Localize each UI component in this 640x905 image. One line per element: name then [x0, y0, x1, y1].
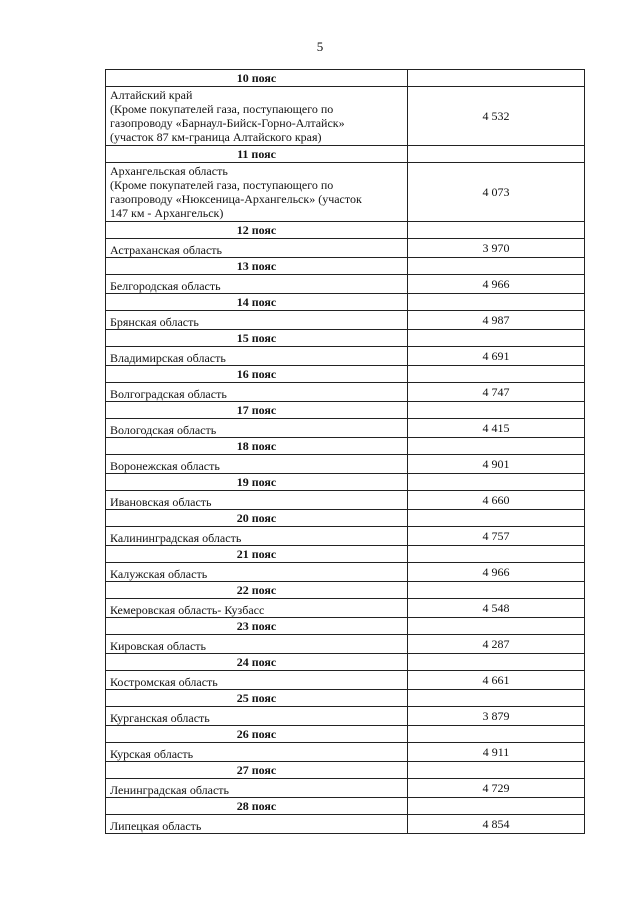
price-value-cell: 4 729: [408, 779, 585, 798]
region-name-cell: [106, 163, 408, 222]
table-row: [106, 275, 585, 294]
zone-title: 28 пояс: [106, 798, 408, 815]
price-value-cell: 3 879: [408, 707, 585, 726]
price-value-cell: 4 747: [408, 383, 585, 402]
table-row: [106, 707, 585, 726]
zone-title: 17 пояс: [106, 402, 408, 419]
price-value-cell: 4 532: [408, 87, 585, 146]
price-value-cell: 4 987: [408, 311, 585, 330]
region-name-line: Курская область: [110, 747, 194, 761]
table-row: [106, 455, 585, 474]
zone-header-row: [106, 70, 585, 87]
region-name-line: (участок 87 км-граница Алтайского края): [110, 130, 322, 144]
region-name-line: Брянская область: [110, 315, 199, 329]
zone-header-row: [106, 294, 585, 311]
zone-header-empty-cell: [408, 474, 585, 491]
price-zones-table-body: [106, 70, 585, 834]
region-name-line: Волгоградская область: [110, 387, 227, 401]
region-name-cell: [106, 311, 408, 330]
region-name-cell: [106, 87, 408, 146]
region-name-cell: [106, 599, 408, 618]
zone-header-row: [106, 330, 585, 347]
price-value-cell: 4 660: [408, 491, 585, 510]
zone-title: 13 пояс: [106, 258, 408, 275]
zone-header-empty-cell: [408, 726, 585, 743]
price-value-cell: 3 970: [408, 239, 585, 258]
zone-header-row: [106, 582, 585, 599]
price-value-cell: 4 073: [408, 163, 585, 222]
zone-title: 25 пояс: [106, 690, 408, 707]
zone-title: 11 пояс: [106, 146, 408, 163]
region-name-cell: [106, 383, 408, 402]
zone-title: 15 пояс: [106, 330, 408, 347]
zone-header-row: [106, 258, 585, 275]
region-name-cell: [106, 527, 408, 546]
zone-header-row: [106, 618, 585, 635]
table-row: [106, 599, 585, 618]
zone-header-row: [106, 146, 585, 163]
price-value-cell: 4 661: [408, 671, 585, 690]
page-number: 5: [316, 39, 324, 54]
zone-header-empty-cell: [408, 510, 585, 527]
zone-title: 22 пояс: [106, 582, 408, 599]
zone-header-empty-cell: [408, 654, 585, 671]
table-row: [106, 671, 585, 690]
zone-header-empty-cell: [408, 294, 585, 311]
zone-header-empty-cell: [408, 690, 585, 707]
region-name-line: Кировская область: [110, 639, 207, 653]
price-value-cell: 4 691: [408, 347, 585, 366]
region-name-cell: [106, 275, 408, 294]
zone-header-empty-cell: [408, 258, 585, 275]
zone-header-empty-cell: [408, 798, 585, 815]
table-row: [106, 491, 585, 510]
table-row: [106, 815, 585, 834]
region-name-line: Алтайский край: [110, 88, 193, 102]
zone-header-empty-cell: [408, 402, 585, 419]
price-value-cell: 4 966: [408, 275, 585, 294]
table-row: [106, 419, 585, 438]
price-value-cell: 4 548: [408, 599, 585, 618]
table-row: [106, 87, 585, 146]
zone-header-row: [106, 762, 585, 779]
zone-header-row: [106, 402, 585, 419]
price-value-cell: 4 966: [408, 563, 585, 582]
zone-title: 16 пояс: [106, 366, 408, 383]
region-name-line: Костромская область: [110, 675, 218, 689]
region-name-line: Астраханская область: [110, 243, 222, 257]
zone-header-empty-cell: [408, 146, 585, 163]
region-name-cell: [106, 419, 408, 438]
region-name-cell: [106, 347, 408, 366]
region-name-line: (Кроме покупателей газа, поступающего по: [110, 178, 334, 192]
zone-title: 18 пояс: [106, 438, 408, 455]
price-value-cell: 4 415: [408, 419, 585, 438]
region-name-line: Ивановская область: [110, 495, 212, 509]
table-row: [106, 163, 585, 222]
region-name-line: Вологодская область: [110, 423, 217, 437]
price-value-cell: 4 854: [408, 815, 585, 834]
region-name-line: Липецкая область: [110, 819, 202, 833]
zone-title: 20 пояс: [106, 510, 408, 527]
zone-header-row: [106, 546, 585, 563]
price-value-cell: 4 901: [408, 455, 585, 474]
zone-title: 26 пояс: [106, 726, 408, 743]
table-row: [106, 239, 585, 258]
table-row: [106, 779, 585, 798]
zone-title: 14 пояс: [106, 294, 408, 311]
region-name-line: Ленинградская область: [110, 783, 229, 797]
zone-header-empty-cell: [408, 582, 585, 599]
zone-title: 24 пояс: [106, 654, 408, 671]
zone-title: 21 пояс: [106, 546, 408, 563]
table-row: [106, 347, 585, 366]
table-row: [106, 743, 585, 762]
region-name-line: Архангельская область: [110, 164, 228, 178]
region-name-line: Воронежская область: [110, 459, 220, 473]
zone-title: 23 пояс: [106, 618, 408, 635]
region-name-line: газопроводу «Нюксеница-Архангельск» (участок: [110, 192, 362, 206]
region-name-line: Белгородская область: [110, 279, 221, 293]
price-value-cell: 4 757: [408, 527, 585, 546]
zone-title: 27 пояс: [106, 762, 408, 779]
zone-header-empty-cell: [408, 330, 585, 347]
zone-header-row: [106, 798, 585, 815]
zone-header-empty-cell: [408, 618, 585, 635]
region-name-cell: [106, 239, 408, 258]
zone-header-empty-cell: [408, 762, 585, 779]
zone-header-row: [106, 690, 585, 707]
region-name-line: газопроводу «Барнаул-Бийск-Горно-Алтайск»: [110, 116, 345, 130]
table-row: [106, 527, 585, 546]
zone-title: 12 пояс: [106, 222, 408, 239]
region-name-line: Курганская область: [110, 711, 210, 725]
table-row: [106, 563, 585, 582]
region-name-cell: [106, 743, 408, 762]
region-name-cell: [106, 779, 408, 798]
zone-header-empty-cell: [408, 70, 585, 87]
price-zones-table: [105, 69, 585, 834]
zone-header-row: [106, 654, 585, 671]
table-row: [106, 383, 585, 402]
zone-header-row: [106, 366, 585, 383]
region-name-line: (Кроме покупателей газа, поступающего по: [110, 102, 334, 116]
price-value-cell: 4 911: [408, 743, 585, 762]
zone-title: 19 пояс: [106, 474, 408, 491]
zone-header-row: [106, 510, 585, 527]
table-row: [106, 635, 585, 654]
price-value-cell: 4 287: [408, 635, 585, 654]
region-name-cell: [106, 815, 408, 834]
region-name-line: Калужская область: [110, 567, 208, 581]
region-name-line: Калининградская область: [110, 531, 242, 545]
region-name-cell: [106, 635, 408, 654]
zone-header-row: [106, 474, 585, 491]
region-name-line: Владимирская область: [110, 351, 226, 365]
zone-header-empty-cell: [408, 438, 585, 455]
region-name-line: Кемеровская область- Кузбасс: [110, 603, 265, 617]
region-name-cell: [106, 671, 408, 690]
region-name-line: 147 км - Архангельск): [110, 206, 224, 220]
zone-header-row: [106, 438, 585, 455]
region-name-cell: [106, 707, 408, 726]
zone-header-empty-cell: [408, 546, 585, 563]
table-row: [106, 311, 585, 330]
region-name-cell: [106, 563, 408, 582]
zone-header-empty-cell: [408, 366, 585, 383]
zone-header-row: [106, 726, 585, 743]
zone-title: 10 пояс: [106, 70, 408, 87]
region-name-cell: [106, 455, 408, 474]
zone-header-empty-cell: [408, 222, 585, 239]
region-name-cell: [106, 491, 408, 510]
zone-header-row: [106, 222, 585, 239]
